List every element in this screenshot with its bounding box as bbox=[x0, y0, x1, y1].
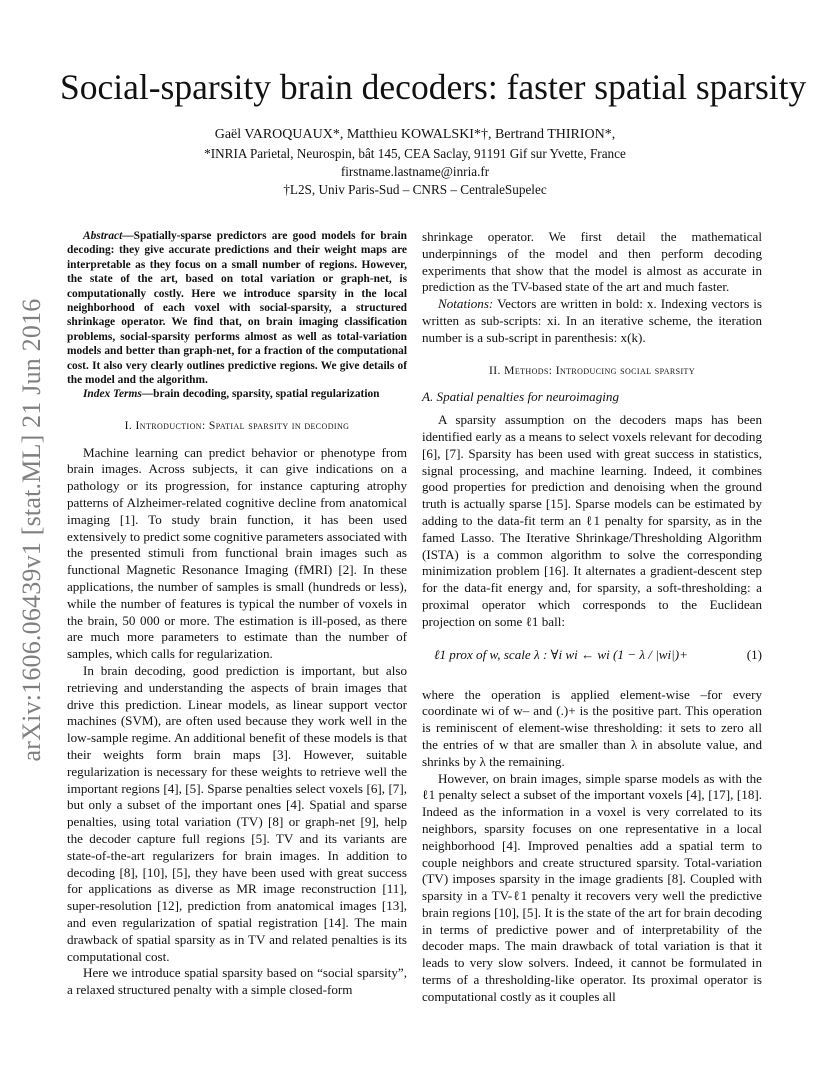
methods-paragraph-1: A sparsity assumption on the decoders maps has been identified early as a means to select voxels relevant for decoding [6], [7]. Sparsity has been used with great success in statistics, signal processing, and machine learning. Indeed, it combines good properties for prediction and denoising when the ground truth is actually sparse [15]. Sparse models can be estimated by adding to the data-fit term an ℓ1 penalty for sparsity, as in the famed Lasso. The Iterative Shrinkage/Thresholding Algorithm (ISTA) is a common algorithm to solve the corresponding minimization problem [16]. It alternates a gradient-descent step for the data-fit energy and, for sparsity, a soft-thresholding: a proximal operator which corresponds to the Euclidean projection on some ℓ1 ball: bbox=[422, 412, 762, 629]
abstract-text: —Spatially-sparse predictors are good models for brain decoding: they give accurate predictions and their weight maps are interpretable as they focus on a small number of regions. However, the state of the art, based on total variation or graph-net, is computationally costly. Here we introduce sparsity in the local neighborhood of each voxel with social-sparsity, a structured shrinkage operator. We find that, on brain imaging classification problems, social-sparsity performs almost as well as total-variation models and better than graph-net, for a fraction of the computational cost. It also very clearly outlines predictive regions. We give details of the model and the algorithm. bbox=[67, 230, 407, 387]
abstract bbox=[67, 229, 407, 387]
intro-paragraph-1: Machine learning can predict behavior or phenotype from brain images. Across subjects, it can give indications on a pathology or its progression, for instance capturing atrophy patterns of Alzheimer-related cognitive decline from anatomical imaging [1]. To study brain function, it has been used extensively to predict some cognitive parameters associated with the presented stimuli from functional brain images such as functional Magnetic Resonance Imaging (fMRI) [2]. In these applications, the number of samples is small (hundreds or less), while the number of features is typical the number of voxels in the brain, 50 000 or more. The estimation is ill-posed, as there are much more parameters to estimate than the number of samples, which calls for regularization. bbox=[67, 444, 407, 662]
index-terms-label: Index Terms bbox=[83, 388, 142, 401]
methods-paragraph-3: However, on brain images, simple sparse models as with the ℓ1 penalty select a subset of the important voxels [4], [17], [18]. Indeed as the information in a voxel is very correlated to its neighbors, sparsity focuses on one representative in a local neighborhood [4]. Improved penalties add a spatial term to couple neighbors and create structured sparsity. Total-variation (TV) imposes sparsity in the image gradients [8]. Coupled with sparsity in a TV-ℓ1 penalty it recovers very well the predictive brain regions [10], [5]. It is the state of the art for brain decoding in terms of predictive power and of interpretability of the decoder maps. The main drawback of total variation is that it leads to very slow solvers. Indeed, it cannot be formulated in terms of a thresholding-like operator. Its proximal operator is computational costly as it couples all bbox=[422, 770, 762, 1004]
intro-paragraph-3-continued: shrinkage operator. We first detail the mathematical underpinnings of the model and then perform decoding experiments that show that the model is almost as accurate in prediction as the TV-based state of the art and much faster. bbox=[422, 229, 762, 295]
right-column bbox=[422, 229, 762, 1006]
abstract-label: Abstract bbox=[83, 230, 123, 242]
methods-paragraph-2: where the operation is applied element-wise –for every coordinate wi of w– and (.)+ is the positive part. This operation is reminiscent of element-wise thresholding: it sets to zero all the entries of w that are smaller than λ in absolute value, and shrinks by λ the remaining. bbox=[422, 686, 762, 769]
index-terms bbox=[67, 387, 407, 401]
author-block bbox=[60, 125, 770, 199]
intro-paragraph-3: Here we introduce spatial sparsity based on “social sparsity”, a relaxed structured penalty with a simple closed-form bbox=[67, 965, 407, 998]
equation-1-number: (1) bbox=[746, 646, 762, 662]
subsection-heading-spatial-penalties: A. Spatial penalties for neuroimaging bbox=[422, 389, 620, 405]
notations-paragraph bbox=[422, 296, 762, 346]
author-names: Gaël VAROQUAUX*, Matthieu KOWALSKI*†, Bertrand THIRION*, bbox=[214, 127, 616, 142]
index-terms-text: —brain decoding, sparsity, spatial regularization bbox=[141, 388, 380, 401]
author-email: firstname.lastname@inria.fr bbox=[340, 164, 490, 179]
affiliation-l2s: †L2S, Univ Paris-Sud – CNRS – CentraleSupelec bbox=[283, 182, 547, 197]
notations-text: Vectors are written in bold: x. Indexing vectors is written as sub-scripts: xi. In an iterative scheme, the iteration number is a sub-script in parenthesis: x(k). bbox=[422, 296, 762, 345]
arxiv-stamp bbox=[12, 275, 52, 785]
notations-label: Notations: bbox=[438, 296, 494, 312]
paper-title: Social-sparsity brain decoders: faster spatial sparsity bbox=[60, 67, 807, 107]
section-heading-introduction: I. Introduction: Spatial sparsity in decoding bbox=[124, 418, 350, 432]
left-column bbox=[67, 229, 407, 999]
intro-paragraph-2: In brain decoding, good prediction is important, but also retrieving and understanding the aspects of brain images that drive this prediction. Linear models, as linear support vector machines (SVM), are often used because they work well in the low-sample regime. An additional benefit of these models is that their weights form brain maps [3]. However, suitable regularization is necessary for these weights to retrieve well the important regions [4], [5]. Sparse penalties select voxels [6], [7], but only a subset of the important ones [4]. Spatial and sparse penalties, using total variation (TV) [8] or graph-net [9], help the decoder capture full regions [5]. TV and its variants are state-of-the-art regularizers for brain images. In addition to decoding [8], [10], [5], they have been used with great success for applications as diverse as MR image reconstruction [11], super-resolution [12], prediction from anatomical images [13], and even regularization of spatial registration [14]. The main drawback of spatial sparsity as in TV and related penalties is its computational cost. bbox=[67, 663, 407, 964]
equation-1-body: ℓ1 prox of w, scale λ : ∀i wi ← wi (1 − λ / |wi|)+ bbox=[434, 646, 688, 662]
section-heading-methods: II. Methods: Introducing social sparsity bbox=[489, 363, 695, 377]
affiliation-inria: *INRIA Parietal, Neurospin, bât 145, CEA Saclay, 91191 Gif sur Yvette, France bbox=[204, 146, 626, 161]
equation-1 bbox=[422, 637, 762, 681]
arxiv-stamp-text: arXiv:1606.06439v1 [stat.ML] 21 Jun 2016 bbox=[17, 298, 46, 762]
